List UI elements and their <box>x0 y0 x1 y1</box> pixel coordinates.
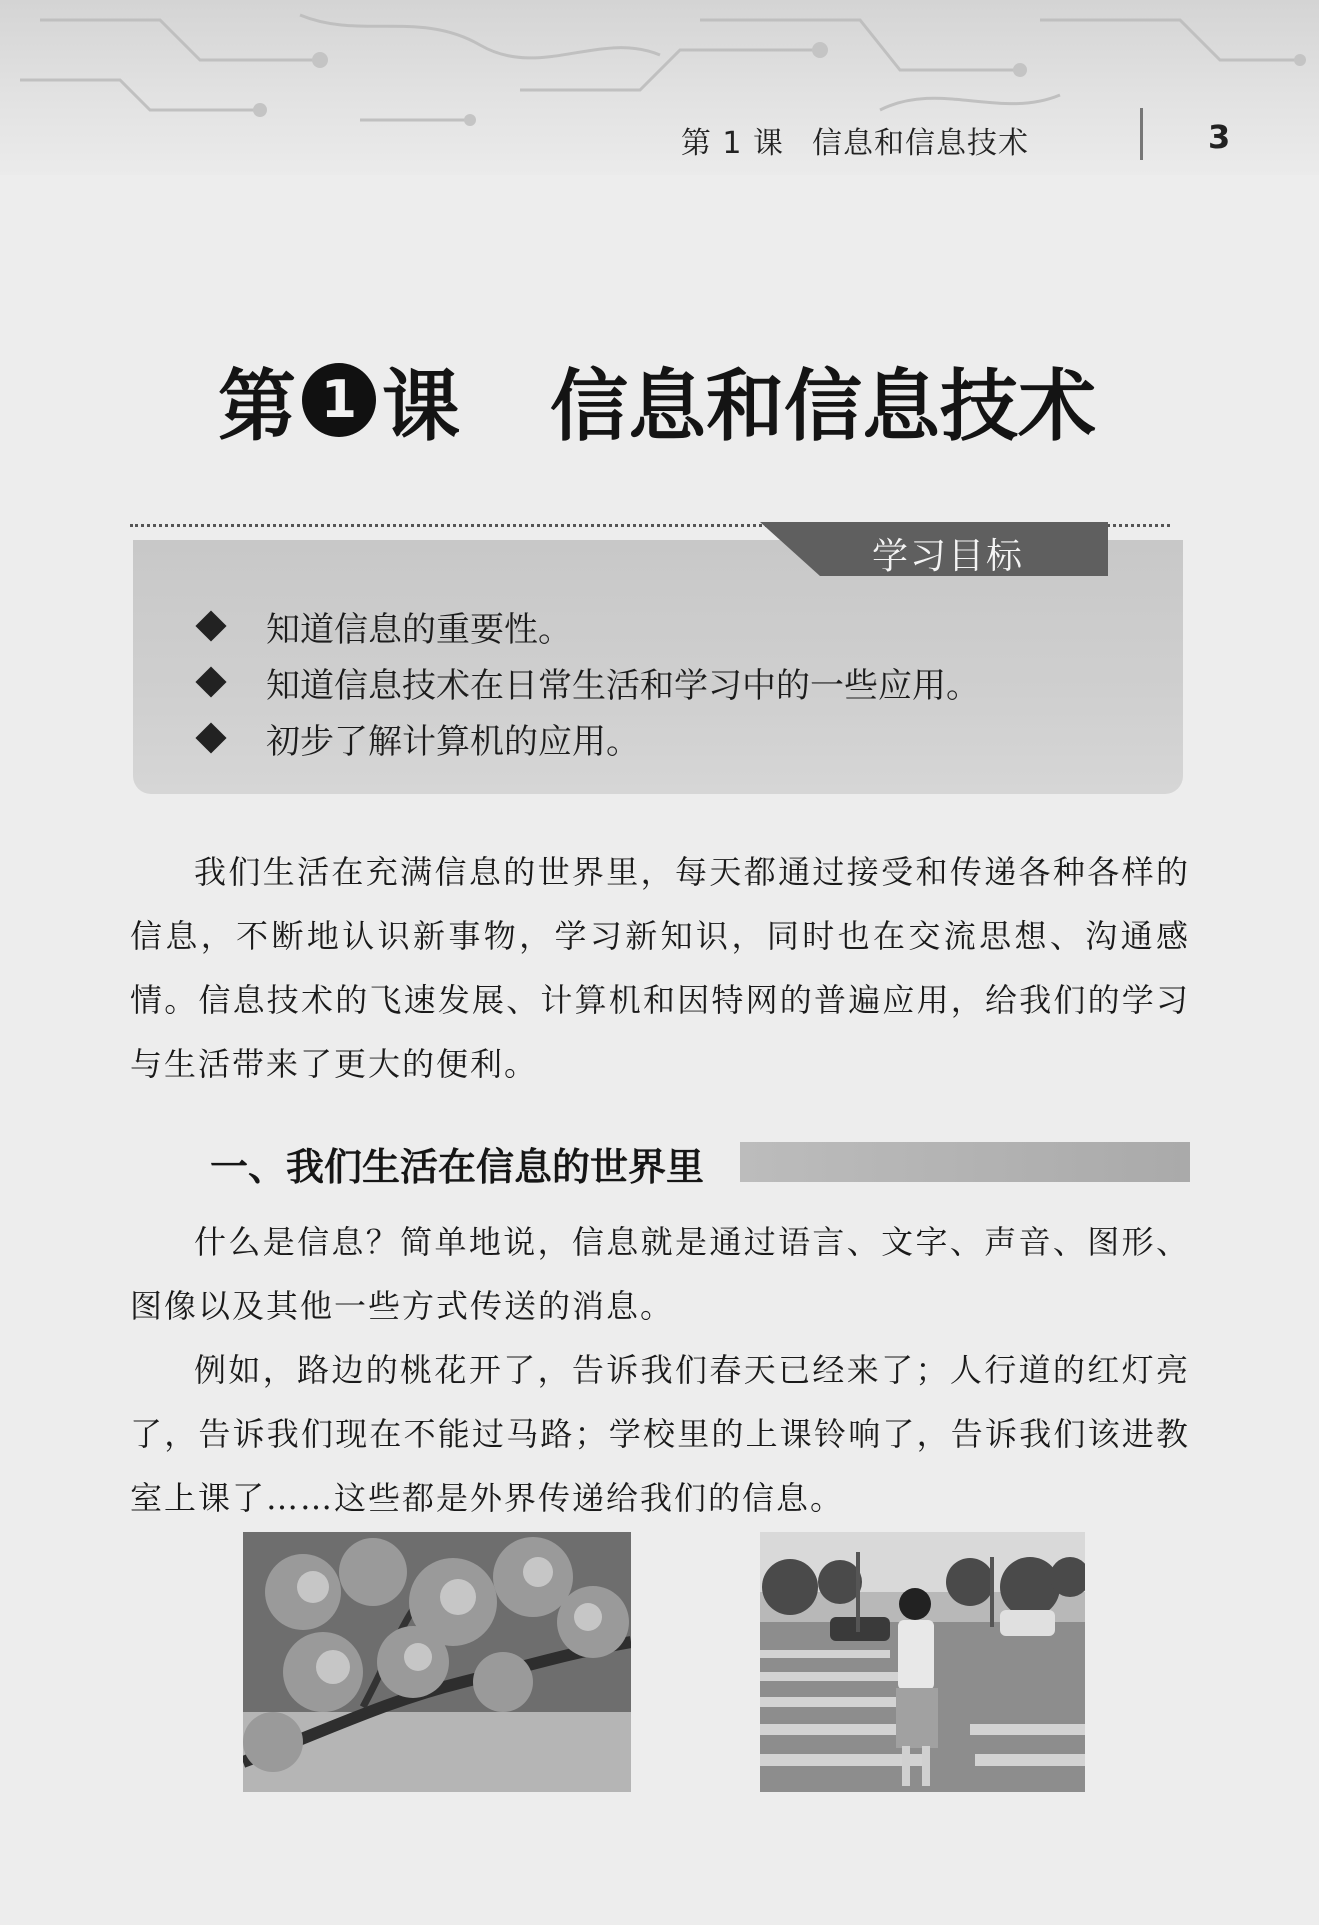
section-paragraph: 什么是信息？简单地说，信息就是通过语言、文字、声音、图形、图像以及其他一些方式传送的消息。 <box>130 1223 1190 1325</box>
list-item <box>190 654 980 710</box>
header-divider <box>1140 108 1143 160</box>
diamond-bullet-icon <box>195 610 226 641</box>
diamond-bullet-icon <box>195 666 226 697</box>
objective-text: 初步了解计算机的应用。 <box>266 721 640 762</box>
diamond-bullet-icon <box>195 722 226 753</box>
title-prefix: 第 <box>218 361 297 452</box>
crosswalk-girl-photo <box>760 1532 1085 1792</box>
section-body <box>130 1210 1190 1530</box>
circuit-pattern-icon <box>0 0 1319 175</box>
list-item <box>190 710 980 766</box>
running-head <box>681 118 1029 162</box>
running-head-title: 信息和信息技术 <box>812 126 1029 161</box>
title-suffix: 课 <box>382 361 461 452</box>
objectives-label: 学习目标 <box>872 536 1025 577</box>
objective-text: 知道信息的重要性。 <box>266 609 572 650</box>
section-paragraph: 例如，路边的桃花开了，告诉我们春天已经来了；人行道的红灯亮了，告诉我们现在不能过马路；学校里的上课铃响了，告诉我们该进教室上课了……这些都是外界传递给我们的信息。 <box>130 1351 1190 1517</box>
page-title <box>218 345 1096 455</box>
lesson-number-badge: 1 <box>302 363 376 437</box>
title-text: 信息和信息技术 <box>550 361 1097 452</box>
running-head-lesson: 第 1 课 <box>680 126 784 161</box>
page-number: 3 <box>1208 118 1231 156</box>
section-heading: 一、我们生活在信息的世界里 <box>210 1145 705 1189</box>
decorative-header-band <box>0 0 1319 175</box>
peach-blossom-photo <box>243 1532 631 1792</box>
crosswalk-girl-icon <box>760 1532 1085 1792</box>
intro-paragraph: 我们生活在充满信息的世界里，每天都通过接受和传递各种各样的信息，不断地认识新事物，学习新知识，同时也在交流思想、沟通感情。信息技术的飞速发展、计算机和因特网的普遍应用，给我们的学习与生活带来了更大的便利。 <box>130 853 1190 1083</box>
objective-text: 知道信息技术在日常生活和学习中的一些应用。 <box>266 665 980 706</box>
section-heading-bar <box>740 1142 1190 1182</box>
objectives-list <box>190 598 980 766</box>
peach-blossom-icon <box>243 1532 631 1792</box>
list-item <box>190 598 980 654</box>
intro-text <box>130 840 1190 1096</box>
